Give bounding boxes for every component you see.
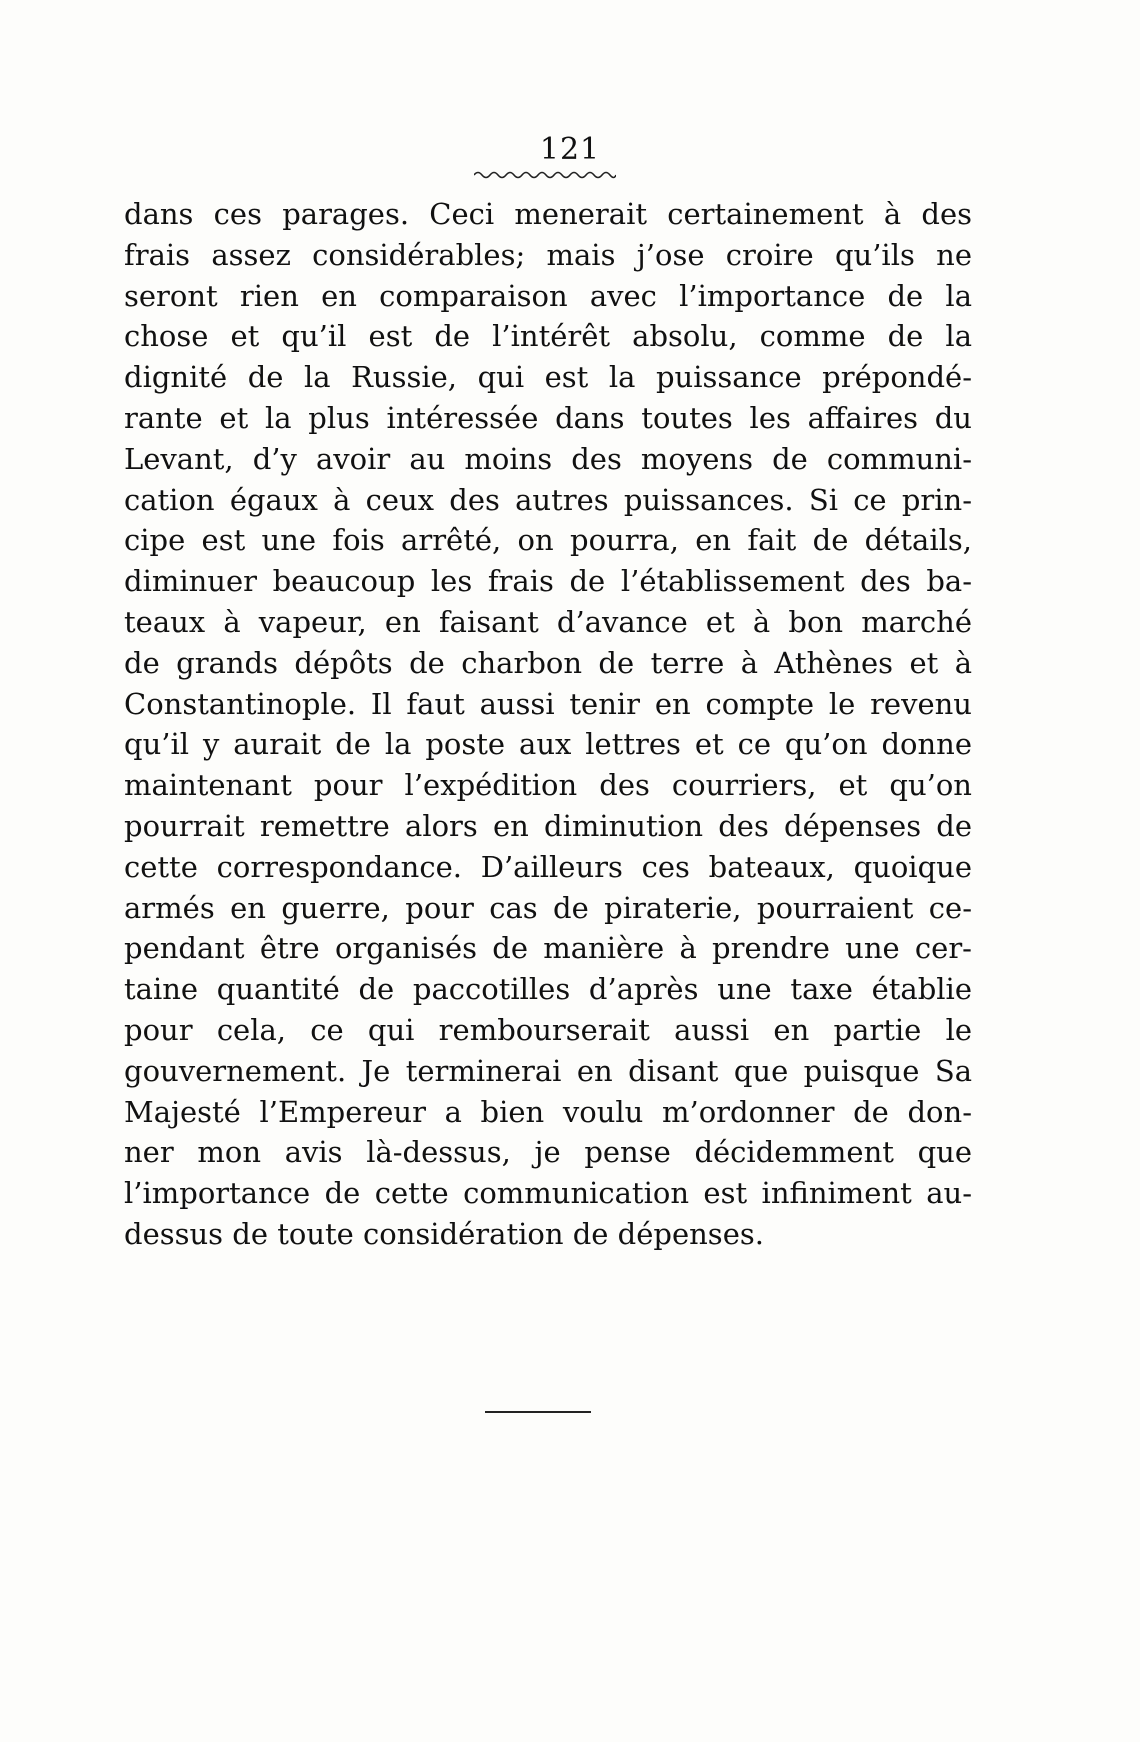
- text-line: pour cela, ce qui rembourserait aussi en partie le: [124, 1012, 972, 1047]
- text-line: taine quantité de paccotilles d’après une taxe établie: [124, 972, 972, 1007]
- text-line: Constantinople. Il faut aussi tenir en compte le revenu: [124, 686, 972, 721]
- text-line: de grands dépôts de charbon de terre à Athènes et à: [124, 645, 972, 680]
- text-line: Levant, d’y avoir au moins des moyens de communi-: [124, 441, 972, 476]
- text-line: armés en guerre, pour cas de piraterie, pourraient ce-: [124, 890, 972, 925]
- text-line: teaux à vapeur, en faisant d’avance et à bon marché: [124, 604, 972, 639]
- wavy-ornament-rule: [474, 170, 616, 180]
- text-line: cette correspondance. D’ailleurs ces bateaux, quoique: [124, 849, 972, 884]
- text-line: cation égaux à ceux des autres puissances. Si ce prin-: [124, 482, 972, 517]
- text-line: seront rien en comparaison avec l’importance de la: [124, 278, 972, 313]
- text-line: pendant être organisés de manière à prendre une cer-: [124, 931, 972, 966]
- text-line: qu’il y aurait de la poste aux lettres et ce qu’on donne: [124, 727, 972, 762]
- text-line: dignité de la Russie, qui est la puissance prépondé-: [124, 360, 972, 395]
- text-line: diminuer beaucoup les frais de l’établissement des ba-: [124, 564, 972, 599]
- text-line: dans ces parages. Ceci menerait certainement à des: [124, 197, 972, 231]
- text-line: frais assez considérables; mais j’ose croire qu’ils ne: [124, 237, 972, 272]
- closing-rule: [485, 1411, 591, 1413]
- text-line: rante et la plus intéressée dans toutes les affaires du: [124, 400, 972, 435]
- text-line: cipe est une fois arrêté, on pourra, en fait de détails,: [124, 523, 972, 558]
- page-number: 121: [539, 132, 601, 167]
- text-line: pourrait remettre alors en diminution des dépenses de: [124, 808, 972, 843]
- text-line: ner mon avis là-dessus, je pense décidemment que: [124, 1135, 972, 1170]
- text-line: gouvernement. Je terminerai en disant que puisque Sa: [124, 1053, 972, 1088]
- text-line: chose et qu’il est de l’intérêt absolu, comme de la: [124, 319, 972, 354]
- body-text: [124, 194, 972, 1255]
- text-line: Majesté l’Empereur a bien voulu m’ordonner de don-: [124, 1094, 972, 1129]
- text-line: l’importance de cette communication est infiniment au-: [124, 1176, 972, 1211]
- text-line: maintenant pour l’expédition des courriers, et qu’on: [124, 768, 972, 803]
- text-line-last: dessus de toute considération de dépenses.: [124, 1216, 764, 1251]
